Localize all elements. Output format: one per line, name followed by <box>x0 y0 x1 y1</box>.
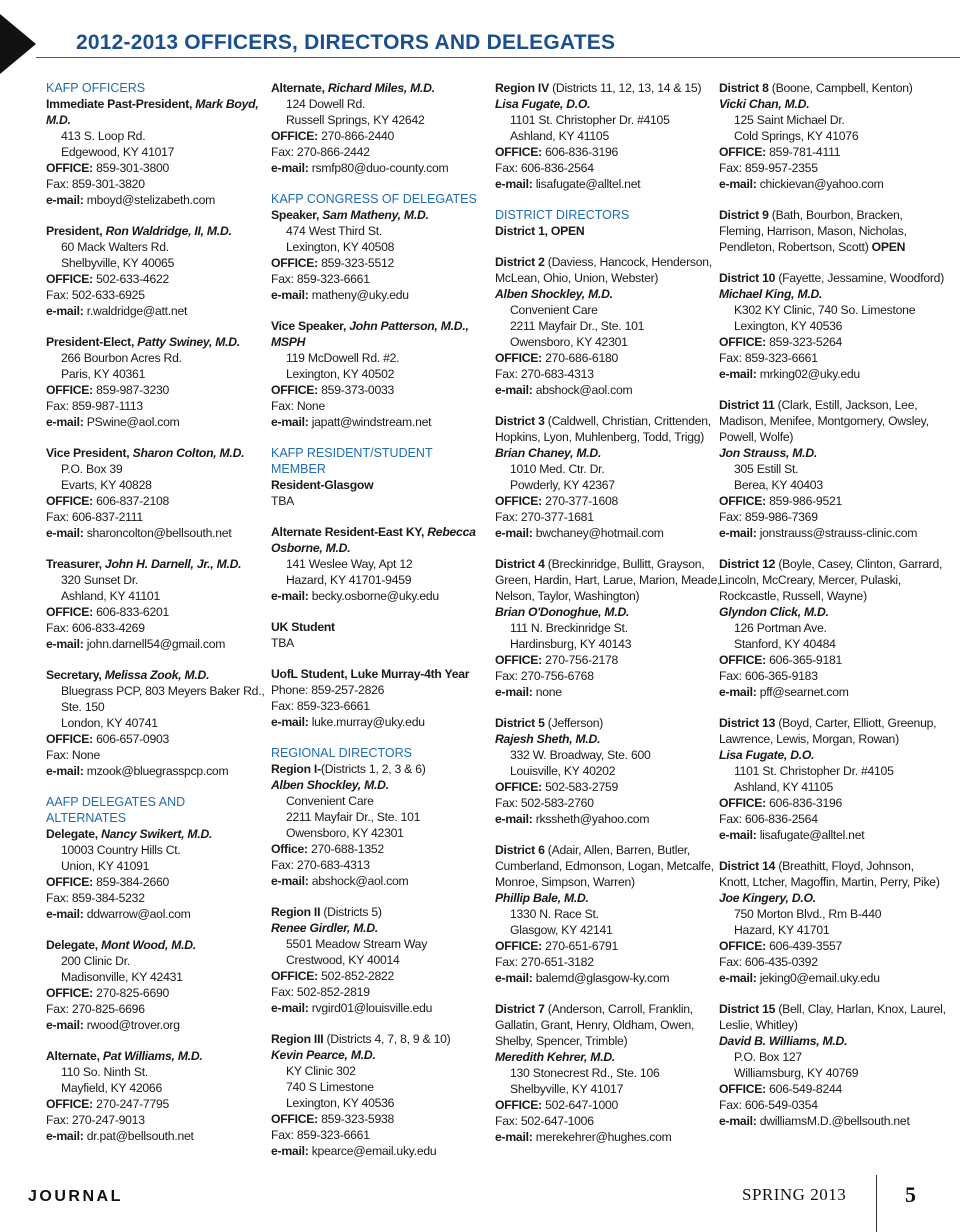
section-title-resident: KAFP RESIDENT/STUDENT MEMBER <box>271 446 433 476</box>
director-name: Lisa Fugate, D.O. <box>719 748 815 762</box>
director-name: Vicki Chan, M.D. <box>719 97 810 111</box>
alternate-resident: Alternate Resident-East KY, Rebecca Osborne, M.D. 141 Weslee Way, Apt 12 Hazard, KY 41701-9459 e-mail: becky.osborne@uky.edu <box>271 525 476 603</box>
speaker: Speaker, Sam Matheny, M.D. 474 West Third St. Lexington, KY 40508 OFFICE: 859-323-5512 Fax: 859-323-6661 e-mail: matheny@uky.edu <box>271 208 429 302</box>
email-link[interactable]: jeking0@email.uky.edu <box>759 971 880 985</box>
email-link[interactable]: abshock@aol.com <box>535 383 633 397</box>
uk-student: UK Student TBA <box>271 620 335 650</box>
director-name: Brian O'Donoghue, M.D. <box>495 605 630 619</box>
email-link[interactable]: jonstrauss@strauss-clinic.com <box>759 526 918 540</box>
email-link[interactable]: pff@searnet.com <box>759 685 849 699</box>
director-name: Joe Kingery, D.O. <box>719 891 816 905</box>
region-3: Region III (Districts 4, 7, 8, 9 & 10) Kevin Pearce, M.D. KY Clinic 302 740 S Limestone Lexington, KY 40536 OFFICE: 859-323-5938 Fax: 859-323-6661 e-mail: kpearce@email.uky.edu <box>271 1031 499 1159</box>
alternate-williams: Alternate, Pat Williams, M.D. 110 So. Ninth St. Mayfield, KY 42066 OFFICE: 270-247-7795 Fax: 270-247-9013 e-mail: dr.pat@bellsouth.net <box>46 1049 203 1143</box>
speaker-name: Sam Matheny, M.D. <box>322 208 429 222</box>
column-1 <box>46 80 274 1159</box>
district-15: District 15 (Bell, Clay, Harlan, Knox, Laurel, Leslie, Whitley) David B. Williams, M.D. P.O. Box 127 Williamsburg, KY 40769 OFFICE: 606-549-8244 Fax: 606-549-0354 e-mail: dwilliamsM.D.@bellsouth.net <box>719 1002 946 1128</box>
region-1: Region I-(Districts 1, 2, 3 & 6) Alben Shockley, M.D. Convenient Care 2211 Mayfair Dr., Ste. 101 Owensboro, KY 42301 Office: 270-688-1352 Fax: 270-683-4313 e-mail: abshock@aol.com <box>271 761 499 889</box>
email-link[interactable]: PSwine@aol.com <box>86 415 180 429</box>
vice-speaker: Vice Speaker, John Patterson, M.D., MSPH 119 McDowell Rd. #2. Lexington, KY 40502 OFFICE: 859-373-0033 Fax: None e-mail: japatt@windstream.net <box>271 319 469 429</box>
column-2 <box>271 80 499 1174</box>
column-4 <box>719 80 947 1144</box>
director-name: Rajesh Sheth, M.D. <box>495 732 601 746</box>
delegate-wood: Delegate, Mont Wood, M.D. 200 Clinic Dr. Madisonville, KY 42431 OFFICE: 270-825-6690 Fax: 270-825-6696 e-mail: rwood@trover.org <box>46 938 196 1032</box>
email-link[interactable]: rkssheth@yahoo.com <box>535 812 650 826</box>
district-13: District 13 (Boyd, Carter, Elliott, Greenup, Lawrence, Lewis, Morgan, Rowan) Lisa Fugate, D.O. 1101 St. Christopher Dr. #4105 Ashland, KY 41105 OFFICE: 606-836-3196 Fax: 606-836-2564 e-mail: lisafugate@alltel.net <box>719 715 947 843</box>
district-11: District 11 (Clark, Estill, Jackson, Lee, Madison, Menifee, Montgomery, Owsley, Powell, Wolfe) Jon Strauss, M.D. 305 Estill St. Berea, KY 40403 OFFICE: 859-986-9521 Fax: 859-986-7369 e-mail: jonstrauss@strauss-clinic.com <box>719 397 947 541</box>
email-link[interactable]: abshock@aol.com <box>311 874 409 888</box>
region-2: Region II (Districts 5) Renee Girdler, M.D. 5501 Meadow Stream Way Crestwood, KY 40014 OFFICE: 502-852-2822 Fax: 502-852-2819 e-mail: rvgird01@louisville.edu <box>271 904 499 1016</box>
district-1: District 1, OPEN <box>495 224 585 238</box>
district-6: District 6 (Adair, Allen, Barren, Butler, Cumberland, Edmonson, Logan, Metcalfe, Monroe, Simpson, Warren) Phillip Bale, M.D. 1330 N. Race St. Glasgow, KY 42141 OFFICE: 270-651-6791 Fax: 270-651-3182 e-mail: balemd@glasgow-ky.com <box>495 842 723 986</box>
email-link[interactable]: matheny@uky.edu <box>311 288 409 302</box>
district-10: District 10 (Fayette, Jessamine, Woodford) Michael King, M.D. K302 KY Clinic, 740 So. Limestone Lexington, KY 40536 OFFICE: 859-323-5264 Fax: 859-323-6661 e-mail: mrking02@uky.edu <box>719 270 947 382</box>
email-link[interactable]: dr.pat@bellsouth.net <box>86 1129 194 1143</box>
email-link[interactable]: rwood@trover.org <box>86 1018 180 1032</box>
alternate-name: Richard Miles, M.D. <box>327 81 435 95</box>
officer-president: President, Ron Waldridge, II, M.D. 60 Mack Walters Rd. Shelbyville, KY 40065 OFFICE: 502-633-4622 Fax: 502-633-6925 e-mail: r.waldridge@att.net <box>46 224 232 318</box>
officer-secretary: Secretary, Melissa Zook, M.D. Bluegrass PCP, 803 Meyers Baker Rd., Ste. 150 London, KY 40741 OFFICE: 606-657-0903 Fax: None e-mail: mzook@bluegrasspcp.com <box>46 668 265 778</box>
email-link[interactable]: bwchaney@hotmail.com <box>535 526 664 540</box>
district-2: District 2 (Daviess, Hancock, Henderson, McLean, Ohio, Union, Webster) Alben Shockley, M.D. Convenient Care 2211 Mayfair Dr., Ste. 101 Owensboro, KY 42301 OFFICE: 270-686-6180 Fax: 270-683-4313 e-mail: abshock@aol.com <box>495 254 723 398</box>
email-link[interactable]: becky.osborne@uky.edu <box>311 589 439 603</box>
district-8: District 8 (Boone, Campbell, Kenton) Vicki Chan, M.D. 125 Saint Michael Dr. Cold Springs, KY 41076 OFFICE: 859-781-4111 Fax: 859-957-2355 e-mail: chickievan@yahoo.com <box>719 80 947 192</box>
director-name: Renee Girdler, M.D. <box>271 921 379 935</box>
section-title-regional: REGIONAL DIRECTORS <box>271 746 412 760</box>
officer-name: Mark Boyd, M.D. <box>46 97 259 127</box>
email-link[interactable]: john.darnell54@gmail.com <box>86 637 226 651</box>
email-link[interactable]: balemd@glasgow-ky.com <box>535 971 670 985</box>
district-5: District 5 (Jefferson) Rajesh Sheth, M.D. 332 W. Broadway, Ste. 600 Louisville, KY 40202 OFFICE: 502-583-2759 Fax: 502-583-2760 e-mail: rkssheth@yahoo.com <box>495 715 723 827</box>
director-name: Meredith Kehrer, M.D. <box>495 1050 616 1064</box>
page-title: 2012-2013 OFFICERS, DIRECTORS AND DELEGATES <box>76 31 616 54</box>
director-name: Michael King, M.D. <box>719 287 823 301</box>
email-link[interactable]: mrking02@uky.edu <box>759 367 860 381</box>
director-name: David B. Williams, M.D. <box>719 1034 848 1048</box>
header-rule <box>36 57 960 58</box>
footer-divider <box>876 1175 877 1232</box>
officer-treasurer: Treasurer, John H. Darnell, Jr., M.D. 320 Sunset Dr. Ashland, KY 41101 OFFICE: 606-833-6201 Fax: 606-833-4269 e-mail: john.darnell54@gmail.com <box>46 557 242 651</box>
delegate-swikert: Delegate, Nancy Swikert, M.D. 10003 Country Hills Ct. Union, KY 41091 OFFICE: 859-384-2660 Fax: 859-384-5232 e-mail: ddwarrow@aol.com <box>46 827 213 921</box>
email-link[interactable]: merekehrer@hughes.com <box>535 1130 672 1144</box>
footer-issue: SPRING 2013 <box>742 1185 847 1204</box>
email-link[interactable]: kpearce@email.uky.edu <box>311 1144 437 1158</box>
director-name: Alben Shockley, M.D. <box>271 778 389 792</box>
page-number: 5 <box>905 1182 916 1207</box>
alternate-miles: Alternate, Richard Miles, M.D. 124 Dowell Rd. Russell Springs, KY 42642 OFFICE: 270-866-2440 Fax: 270-866-2442 e-mail: rsmfp80@duo-county.com <box>271 81 449 175</box>
resident-glasgow: Resident-Glasgow TBA <box>271 478 374 508</box>
director-name: Brian Chaney, M.D. <box>495 446 602 460</box>
officer-vice-president: Vice President, Sharon Colton, M.D. P.O. Box 39 Evarts, KY 40828 OFFICE: 606-837-2108 Fax: 606-837-2111 e-mail: sharoncolton@bellsouth.net <box>46 446 245 540</box>
district-3: District 3 (Caldwell, Christian, Crittenden, Hopkins, Lyon, Muhlenberg, Todd, Trigg) Brian Chaney, M.D. 1010 Med. Ctr. Dr. Powderly, KY 42367 OFFICE: 270-377-1608 Fax: 270-377-1681 e-mail: bwchaney@hotmail.com <box>495 413 723 541</box>
officer-name: Melissa Zook, M.D. <box>104 668 210 682</box>
email-link[interactable]: mzook@bluegrasspcp.com <box>86 764 229 778</box>
district-14: District 14 (Breathitt, Floyd, Johnson, Knott, Ltcher, Magoffin, Martin, Perry, Pike) Joe Kingery, D.O. 750 Morton Blvd., Rm B-440 Hazard, KY 41701 OFFICE: 606-439-3557 Fax: 606-435-0392 e-mail: jeking0@email.uky.edu <box>719 858 947 986</box>
footer-journal: JOURNAL <box>28 1188 123 1205</box>
director-name: Jon Strauss, M.D. <box>719 446 818 460</box>
district-4: District 4 (Breckinridge, Bullitt, Grayson, Green, Hardin, Hart, Larue, Marion, Meade, Nelson, Taylor, Washington) Brian O'Donoghue, M.D. 111 N. Breckinridge St. Hardinsburg, KY 40143 OFFICE: 270-756-2178 Fax: 270-756-6768 e-mail: none <box>495 556 723 700</box>
email-link[interactable]: dwilliamsM.D.@bellsouth.net <box>759 1114 910 1128</box>
officer-past-president: Immediate Past-President, Mark Boyd, M.D. 413 S. Loop Rd. Edgewood, KY 41017 OFFICE: 859-301-3800 Fax: 859-301-3820 e-mail: mboyd@stelizabeth.com <box>46 97 259 207</box>
email-link[interactable]: mboyd@stelizabeth.com <box>86 193 216 207</box>
section-title-kafp-officers: KAFP OFFICERS <box>46 81 146 95</box>
district-7: District 7 (Anderson, Carroll, Franklin, Gallatin, Grant, Henry, Oldham, Owen, Shelby, Spencer, Trimble) Meredith Kehrer, M.D. 130 Stonecrest Rd., Ste. 106 Shelbyville, KY 41017 OFFICE: 502-647-1000 Fax: 502-647-1006 e-mail: merekehrer@hughes.com <box>495 1001 723 1145</box>
section-title-aafp: AAFP DELEGATES AND ALTERNATES <box>46 795 186 825</box>
district-12: District 12 (Boyle, Casey, Clinton, Garrard, Lincoln, McCreary, Mercer, Pulaski, Rockcastle, Russell, Wayne) Glyndon Click, M.D. 126 Portman Ave. Stanford, KY 40484 OFFICE: 606-365-9181 Fax: 606-365-9183 e-mail: pff@searnet.com <box>719 556 947 700</box>
officer-name: John H. Darnell, Jr., M.D. <box>104 557 242 571</box>
column-3 <box>495 80 723 1160</box>
email-link[interactable]: luke.murray@uky.edu <box>311 715 425 729</box>
email-link[interactable]: ddwarrow@aol.com <box>86 907 191 921</box>
email-link[interactable]: r.waldridge@att.net <box>86 304 188 318</box>
director-name: Lisa Fugate, D.O. <box>495 97 591 111</box>
delegate-name: Nancy Swikert, M.D. <box>101 827 213 841</box>
email-link[interactable]: lisafugate@alltel.net <box>535 177 641 191</box>
header-arrow-icon <box>0 14 36 74</box>
vice-speaker-name: John Patterson, M.D., MSPH <box>271 319 469 349</box>
region-4: Region IV (Districts 11, 12, 13, 14 & 15) Lisa Fugate, D.O. 1101 St. Christopher Dr. #4105 Ashland, KY 41105 OFFICE: 606-836-3196 Fax: 606-836-2564 e-mail: lisafugate@alltel.net <box>495 80 723 192</box>
email-link[interactable]: sharoncolton@bellsouth.net <box>86 526 232 540</box>
resident-name: Rebecca Osborne, M.D. <box>271 525 476 555</box>
alternate-name: Pat Williams, M.D. <box>102 1049 203 1063</box>
district-9: District 9 (Bath, Bourbon, Bracken, Fleming, Harrison, Mason, Nicholas, Pendleton, Robertson, Scott) OPEN <box>719 208 907 254</box>
director-name: Phillip Bale, M.D. <box>495 891 589 905</box>
officer-president-elect: President-Elect, Patty Swiney, M.D. 266 Bourbon Acres Rd. Paris, KY 40361 OFFICE: 859-987-3230 Fax: 859-987-1113 e-mail: PSwine@aol.com <box>46 335 240 429</box>
email-link[interactable]: chickievan@yahoo.com <box>759 177 884 191</box>
email-value: none <box>535 685 562 699</box>
email-link[interactable]: rsmfp80@duo-county.com <box>311 161 449 175</box>
director-name: Kevin Pearce, M.D. <box>271 1048 376 1062</box>
delegate-name: Mont Wood, M.D. <box>101 938 196 952</box>
officer-name: Ron Waldridge, II, M.D. <box>105 224 232 238</box>
open-status: OPEN <box>871 240 906 254</box>
uofl-student: UofL Student, Luke Murray-4th Year Phone: 859-257-2826 Fax: 859-323-6661 e-mail: luke.murray@uky.edu <box>271 667 470 729</box>
director-name: Alben Shockley, M.D. <box>495 287 613 301</box>
section-title-congress: KAFP CONGRESS OF DELEGATES <box>271 192 477 206</box>
officer-name: Sharon Colton, M.D. <box>132 446 245 460</box>
email-link[interactable]: japatt@windstream.net <box>311 415 432 429</box>
section-title-district: DISTRICT DIRECTORS <box>495 208 630 222</box>
email-link[interactable]: rvgird01@louisville.edu <box>311 1001 433 1015</box>
email-link[interactable]: lisafugate@alltel.net <box>759 828 865 842</box>
officer-name: Patty Swiney, M.D. <box>137 335 240 349</box>
director-name: Glyndon Click, M.D. <box>719 605 829 619</box>
